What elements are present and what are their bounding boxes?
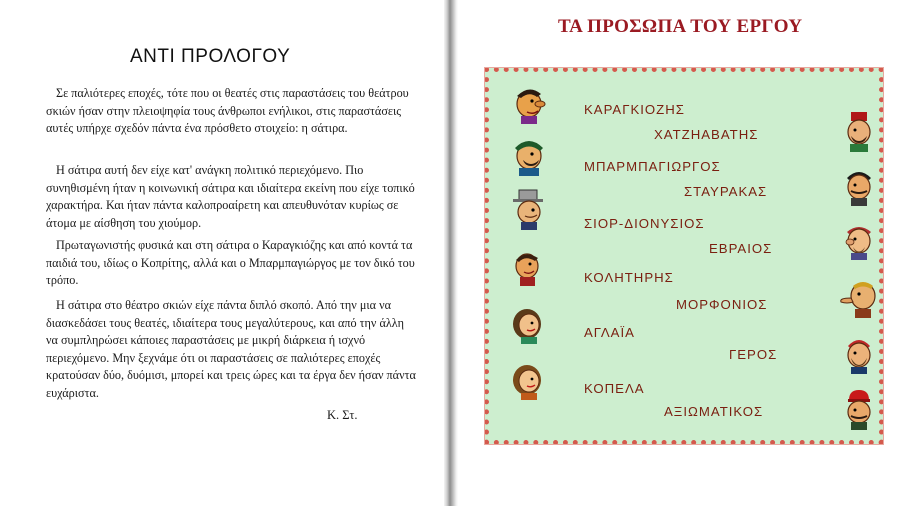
morfonios-figure-icon [839, 276, 879, 320]
character-name: ΑΓΛΑΪΑ [584, 325, 635, 340]
character-name: ΓΕΡΟΣ [729, 347, 778, 362]
barbagiorgos-figure-icon [507, 134, 547, 178]
paragraph-2: Η σάτιρα αυτή δεν είχε κατ' ανάγκη πολιτικό περιεχόμενο. Πιο συνηθισμένη ήταν η κοινωνική σάτιρα και ιδιαίτερα εκείνη που είχε τοπικό χαρακτήρα. Και ήταν πάντα καλοπροαίρετη και απευθυνόταν κυρίως σε άτομα με αίσθηση του χιούμορ. [46, 163, 415, 230]
kolitiris-figure-icon [507, 244, 547, 288]
signature: Κ. Στ. [327, 408, 358, 422]
character-name: ΧΑΤΖΗΑΒΑΤΗΣ [654, 127, 759, 142]
paragraph-3: Πρωταγωνιστής φυσικά και στη σάτιρα ο Καραγκιόζης και από κοντά τα παιδιά του, ιδίως ο Κοπρίτης, αλλά και ο Μπαρμπαγιώργος με τον δικό του τρόπο. [46, 238, 415, 287]
axiomatikos-figure-icon [839, 388, 879, 432]
right-page [458, 0, 901, 506]
character-name: ΣΙΟΡ-ΔΙΟΝΥΣΙΟΣ [584, 216, 705, 231]
aglaia-figure-icon [507, 302, 547, 346]
character-name: ΜΠΑΡΜΠΑΓΙΩΡΓΟΣ [584, 159, 721, 174]
character-name: ΚΑΡΑΓΚΙΟΖΗΣ [584, 102, 685, 117]
evraios-figure-icon [839, 218, 879, 262]
kopela-figure-icon [507, 358, 547, 402]
prologue-title: ΑΝΤΙ ΠΡΟΛΟΓΟΥ [130, 46, 291, 67]
character-name: ΣΤΑΥΡΑΚΑΣ [684, 184, 768, 199]
character-name: ΜΟΡΦΟΝΙΟΣ [676, 297, 768, 312]
character-name: ΚΟΛΗΤΗΡΗΣ [584, 270, 674, 285]
left-page [0, 0, 444, 506]
dionysios-figure-icon [507, 188, 547, 232]
paragraph-4: Η σάτιρα στο θέατρο σκιών είχε πάντα διπλό σκοπό. Από την μια να διασκεδάσει τους θεατές, ιδιαίτερα τους μεγαλύτερους, και από την άλλη να συμπληρώσει κάποιες παραστάσεις με μικρή διάρκεια ή ισχνό περιεχόμενο. Μην ξεχνάμε ότι οι παραστάσεις σε παλιότερες εποχές κρατούσαν δύο, δυόμισι, μπορεί και τρεις ώρες και τα έργα δεν ήσαν πάντα ευχάριστα. [46, 298, 416, 400]
stavrakas-figure-icon [839, 164, 879, 208]
book-gutter [444, 0, 458, 506]
cast-frame [484, 67, 884, 445]
karagkiozis-figure-icon [507, 82, 547, 126]
character-name: ΚΟΠΕΛΑ [584, 381, 645, 396]
hatziavatis-figure-icon [839, 110, 879, 154]
paragraph-1: Σε παλιότερες εποχές, τότε που οι θεατές στις παραστάσεις του θεάτρου σκιών ήσαν στην πλειοψηφία τους άνθρωποι ενήλικοι, στις παραστάσεις αυτές υπήρχε σχεδόν πάντα ένα πρόσθετο στοιχείο: η σάτιρα. [46, 86, 409, 135]
cast-title: ΤΑ ΠΡΟΣΩΠΑ ΤΟΥ ΕΡΓΟΥ [558, 16, 803, 37]
character-name: ΑΞΙΩΜΑΤΙΚΟΣ [664, 404, 764, 419]
character-name: ΕΒΡΑΙΟΣ [709, 241, 773, 256]
geros-figure-icon [839, 332, 879, 376]
